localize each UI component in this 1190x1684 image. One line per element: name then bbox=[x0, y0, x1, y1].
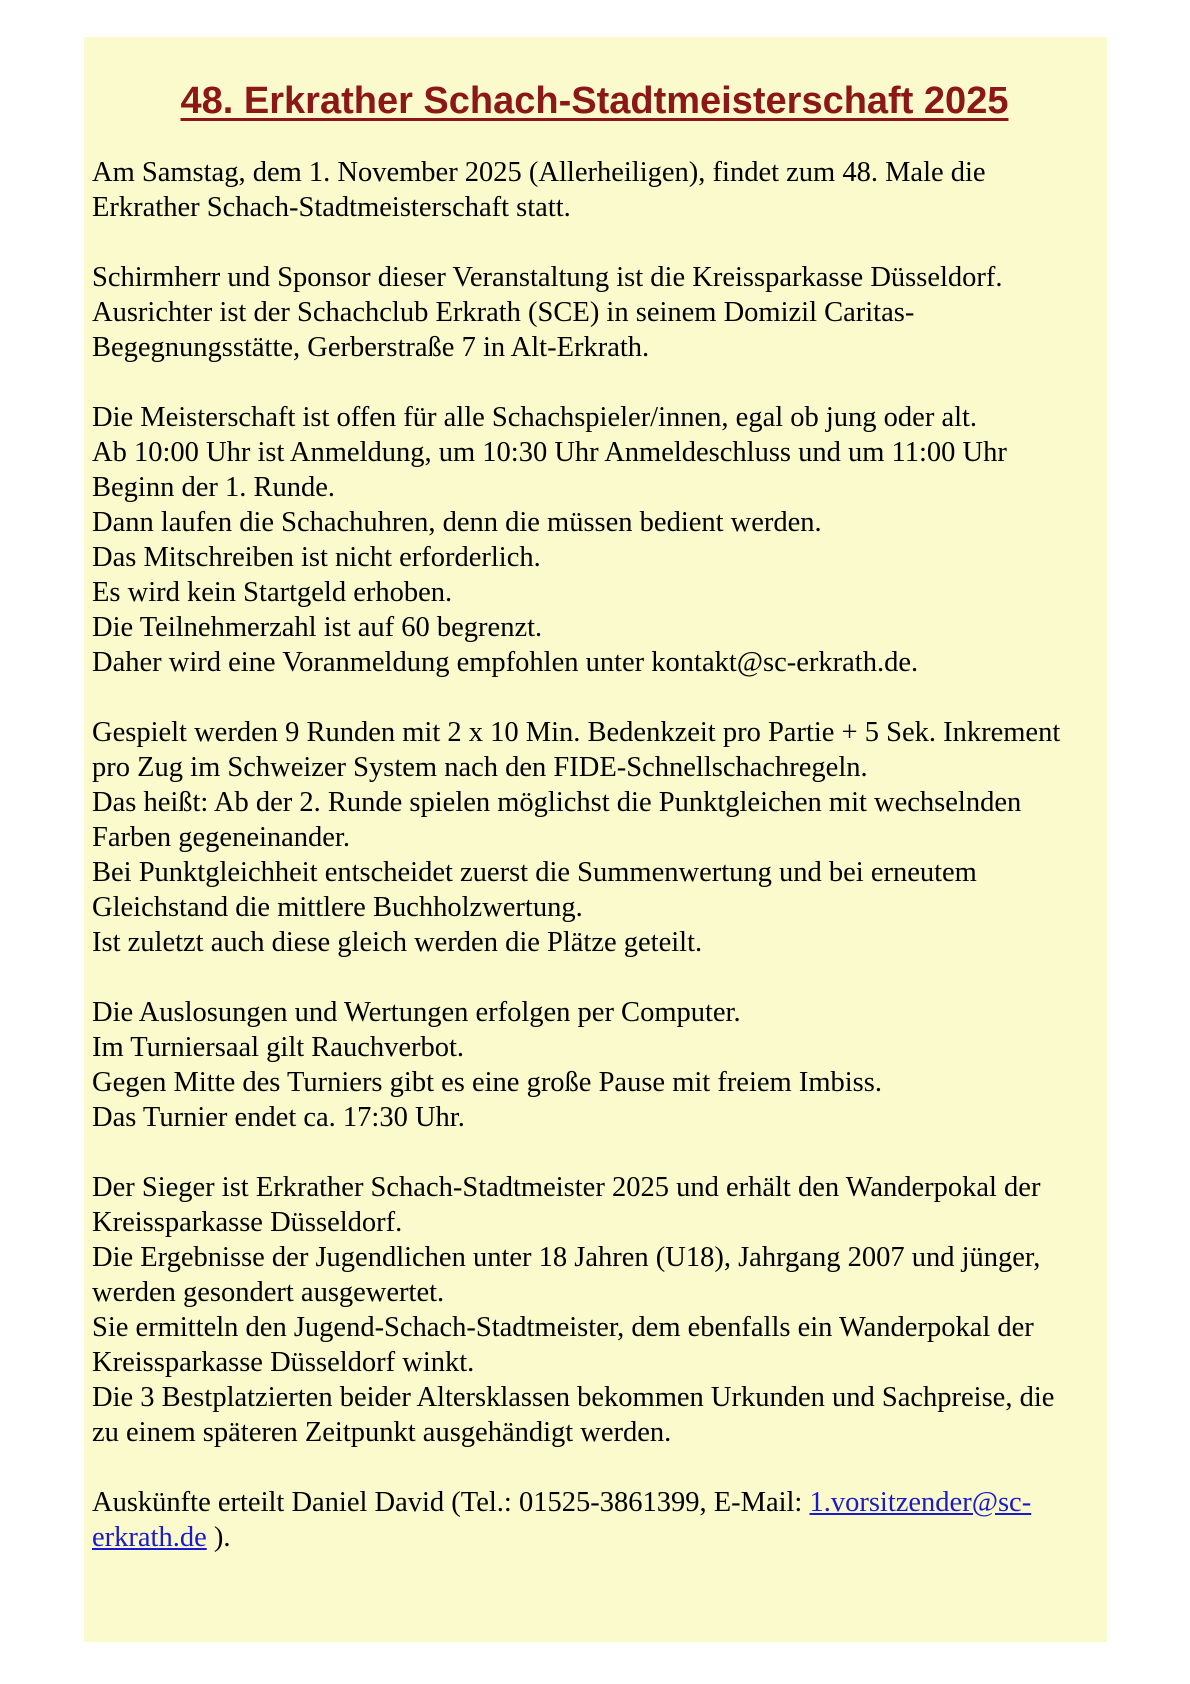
body-line: Kreissparkasse Düsseldorf. bbox=[92, 1207, 403, 1238]
body-line: Ab 10:00 Uhr ist Anmeldung, um 10:30 Uhr Anmeldeschluss und um 11:00 Uhr bbox=[92, 437, 1007, 468]
body-line: Gespielt werden 9 Runden mit 2 x 10 Min. Bedenkzeit pro Partie + 5 Sek. Inkrement bbox=[92, 717, 1061, 748]
body-line: Die Teilnehmerzahl ist auf 60 begrenzt. bbox=[92, 612, 543, 643]
body-line: Beginn der 1. Runde. bbox=[92, 472, 336, 503]
paragraph-contact bbox=[92, 1485, 1097, 1555]
body-line: Farben gegeneinander. bbox=[92, 822, 350, 853]
body-line: Das heißt: Ab der 2. Runde spielen möglichst die Punktgleichen mit wechselnden bbox=[92, 787, 1022, 818]
body-line: Am Samstag, dem 1. November 2025 (Allerheiligen), findet zum 48. Male die bbox=[92, 157, 986, 188]
body-line: Erkrather Schach-Stadtmeisterschaft statt. bbox=[92, 192, 571, 223]
body-line: Daher wird eine Voranmeldung empfohlen unter kontakt@sc-erkrath.de. bbox=[92, 647, 919, 678]
email-link-line2[interactable]: erkrath.de bbox=[92, 1522, 207, 1553]
body-line: Im Turniersaal gilt Rauchverbot. bbox=[92, 1032, 465, 1063]
body-line: Ausrichter ist der Schachclub Erkrath (SCE) in seinem Domizil Caritas- bbox=[92, 297, 915, 328]
body-line: werden gesondert ausgewertet. bbox=[92, 1277, 445, 1308]
body-line: Die Auslosungen und Wertungen erfolgen per Computer. bbox=[92, 997, 741, 1028]
document-sheet bbox=[84, 37, 1107, 1642]
body-line: Kreissparkasse Düsseldorf winkt. bbox=[92, 1347, 475, 1378]
paragraph-intro bbox=[92, 155, 1097, 225]
body-line: Schirmherr und Sponsor dieser Veranstaltung ist die Kreissparkasse Düsseldorf. bbox=[92, 262, 1003, 293]
body-line: Gegen Mitte des Turniers gibt es eine große Pause mit freiem Imbiss. bbox=[92, 1067, 882, 1098]
body-line: Die Meisterschaft ist offen für alle Schachspieler/innen, egal ob jung oder alt. bbox=[92, 402, 978, 433]
body-line: Die Ergebnisse der Jugendlichen unter 18 Jahren (U18), Jahrgang 2007 und jünger, bbox=[92, 1242, 1041, 1273]
body-line: Ist zuletzt auch diese gleich werden die Plätze geteilt. bbox=[92, 927, 703, 958]
paragraph-organisation bbox=[92, 995, 1097, 1135]
body-line: Die 3 Bestplatzierten beider Altersklassen bekommen Urkunden und Sachpreise, die bbox=[92, 1382, 1055, 1413]
contact-text-after: ). bbox=[206, 1522, 231, 1553]
paragraph-sponsor-venue bbox=[92, 260, 1097, 365]
paragraph-mode-rules bbox=[92, 715, 1097, 960]
body-line: pro Zug im Schweizer System nach den FIDE-Schnellschachregeln. bbox=[92, 752, 868, 783]
document-title: 48. Erkrather Schach-Stadtmeisterschaft 2025 bbox=[180, 80, 1009, 122]
body-line: Bei Punktgleichheit entscheidet zuerst die Summenwertung und bei erneutem bbox=[92, 857, 977, 888]
body-line: Begegnungsstätte, Gerberstraße 7 in Alt-Erkrath. bbox=[92, 332, 650, 363]
body-line: zu einem späteren Zeitpunkt ausgehändigt werden. bbox=[92, 1417, 672, 1448]
paragraph-registration bbox=[92, 400, 1097, 680]
body-line: Gleichstand die mittlere Buchholzwertung. bbox=[92, 892, 583, 923]
contact-text: Auskünfte erteilt Daniel David (Tel.: 01525-3861399, E-Mail: bbox=[92, 1487, 810, 1518]
body-line: Das Turnier endet ca. 17:30 Uhr. bbox=[92, 1102, 465, 1133]
paragraph-prizes bbox=[92, 1170, 1097, 1450]
email-link-line1[interactable]: 1.vorsitzender@sc- bbox=[809, 1487, 1032, 1518]
body-line: Das Mitschreiben ist nicht erforderlich. bbox=[92, 542, 541, 573]
body-line: Dann laufen die Schachuhren, denn die müssen bedient werden. bbox=[92, 507, 822, 538]
body-line: Sie ermitteln den Jugend-Schach-Stadtmeister, dem ebenfalls ein Wanderpokal der bbox=[92, 1312, 1034, 1343]
body-line: Der Sieger ist Erkrather Schach-Stadtmeister 2025 und erhält den Wanderpokal der bbox=[92, 1172, 1041, 1203]
body-line: Es wird kein Startgeld erhoben. bbox=[92, 577, 453, 608]
